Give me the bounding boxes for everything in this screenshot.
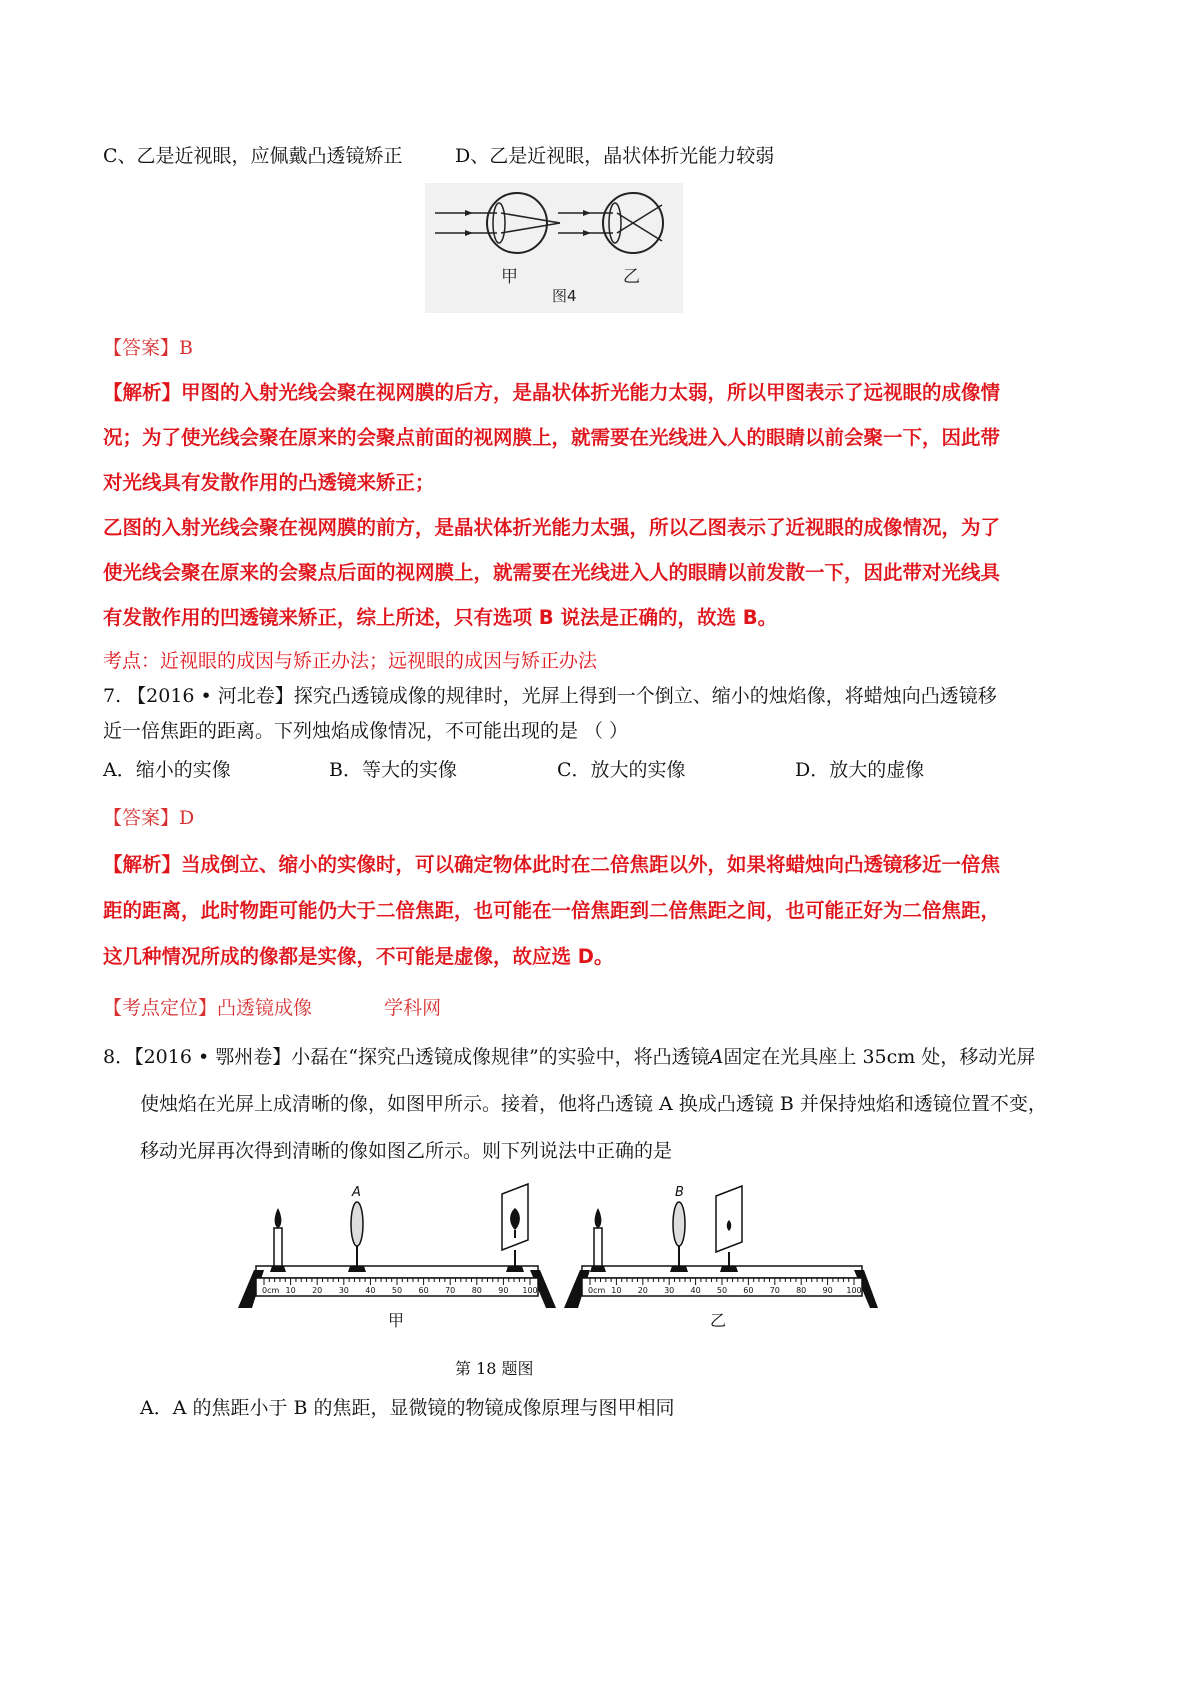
q6-analysis-bracket: 【解析】 xyxy=(103,381,182,404)
ruler-tick-label: 40 xyxy=(690,1286,701,1295)
eye-label-yi: 乙 xyxy=(623,267,640,287)
q7-analysis-line-3: 这几种情况所成的像都是实像，不可能是虚像，故应选 D。 xyxy=(103,945,614,968)
eye-label-jia: 甲 xyxy=(501,267,518,287)
bench-label-b: B xyxy=(675,1185,684,1200)
ruler-tick-label: 80 xyxy=(796,1286,807,1295)
q8-stem-line-3: 移动光屏再次得到清晰的像如图乙所示。则下列说法中正确的是 xyxy=(140,1140,673,1162)
q7-kaodian-text: 凸透镜成像 xyxy=(217,997,313,1019)
q7-analysis-bracket: 【解析】 xyxy=(103,853,182,876)
q6-answer xyxy=(103,335,193,361)
optical-bench-figure xyxy=(238,1180,878,1340)
q6-analysis-line-2: 况；为了使光线会聚在原来的会聚点前面的视网膜上，就需要在光线进入人的眼睛以前会聚一下，因此带 xyxy=(103,426,1001,449)
ruler-tick-label: 70 xyxy=(769,1286,780,1295)
q7-analysis-line-2: 距的距离，此时物距可能仍大于二倍焦距，也可能在一倍焦距到二倍焦距之间，也可能正好为二倍焦距， xyxy=(103,899,1001,922)
xuekewang-mark: 学科网 xyxy=(384,997,442,1019)
q7-answer-value: D xyxy=(179,807,195,829)
q7-option-a: A．缩小的实像 xyxy=(103,759,231,781)
q7-answer-bracket: 【答案】 xyxy=(103,807,180,829)
q6-kaodian: 考点：近视眼的成因与矫正办法；远视眼的成因与矫正办法 xyxy=(103,650,598,672)
ruler-tick-label: 60 xyxy=(743,1286,754,1295)
ruler-tick-label: 90 xyxy=(822,1286,833,1295)
q6-analysis-line-5: 使光线会聚在原来的会聚点后面的视网膜上，就需要在光线进入人的眼睛以前发散一下，因此带对光线具 xyxy=(103,561,1001,584)
q7-stem-line-1: 7. 【2016 • 河北卷】探究凸透镜成像的规律时，光屏上得到一个倒立、缩小的烛焰像，将蜡烛向凸透镜移 xyxy=(103,685,997,707)
eye-figure-caption: 图4 xyxy=(552,287,577,305)
ruler-tick-label: 10 xyxy=(285,1286,296,1295)
q6-analysis-line-3: 对光线具有发散作用的凸透镜来矫正； xyxy=(103,471,435,494)
eye-figure xyxy=(425,183,683,313)
ruler-tick-label: 40 xyxy=(365,1286,376,1295)
eye-diagram xyxy=(425,183,683,313)
q6-analysis-line-6: 有发散作用的凹透镜来矫正，综上所述，只有选项 B 说法是正确的，故选 B。 xyxy=(103,606,778,629)
ruler-tick-label: 60 xyxy=(418,1286,429,1295)
q8-figure-caption: 第 18 题图 xyxy=(455,1359,534,1378)
q7-option-c: C．放大的实像 xyxy=(557,759,686,781)
ruler-tick-label: 50 xyxy=(391,1286,403,1295)
ruler-tick-label: 90 xyxy=(498,1286,509,1295)
bench-label-jia: 甲 xyxy=(388,1311,405,1330)
ruler-tick-label: 10 xyxy=(611,1286,622,1295)
ruler-tick-label: 30 xyxy=(664,1286,675,1295)
bench-label-a: A xyxy=(352,1185,361,1200)
bench-label-yi: 乙 xyxy=(710,1311,727,1330)
ruler-tick-label: 20 xyxy=(312,1286,323,1295)
ruler-tick-label: 80 xyxy=(471,1286,482,1295)
q8-option-a: A．A 的焦距小于 B 的焦距，显微镜的物镜成像原理与图甲相同 xyxy=(140,1397,675,1419)
option-c: C、乙是近视眼，应佩戴凸透镜矫正 xyxy=(103,145,403,167)
q7-kaodian-bracket: 【考点定位】 xyxy=(103,997,218,1019)
q6-answer-bracket: 【答案】 xyxy=(103,337,180,359)
q8-stem-line-1: 8．【2016 • 鄂州卷】小磊在“探究凸透镜成像规律”的实验中，将凸透镜A固定在光具座上 35cm 处，移动光屏 xyxy=(103,1046,1036,1068)
lens-a-label: A xyxy=(709,1046,724,1068)
ruler-unit-label: 0cm xyxy=(262,1286,280,1295)
ruler-tick-label: 100 xyxy=(846,1286,862,1295)
q6-answer-value: B xyxy=(179,337,193,359)
option-d: D、乙是近视眼，晶状体折光能力较弱 xyxy=(455,145,775,167)
q6-analysis-line-1: 【解析】甲图的入射光线会聚在视网膜的后方，是晶状体折光能力太弱，所以甲图表示了远视眼的成像情 xyxy=(103,381,1001,404)
ruler-tick-label: 50 xyxy=(716,1286,728,1295)
ruler-tick-label: 30 xyxy=(338,1286,349,1295)
optical-bench-diagram xyxy=(238,1180,878,1340)
q7-option-d: D．放大的虚像 xyxy=(795,759,925,781)
q7-answer xyxy=(103,805,194,831)
ruler-tick-label: 70 xyxy=(445,1286,456,1295)
ruler-unit-label: 0cm xyxy=(588,1286,606,1295)
q7-kaodian xyxy=(103,995,441,1021)
ruler-tick-label: 20 xyxy=(637,1286,648,1295)
q7-analysis-line-1: 【解析】当成倒立、缩小的实像时，可以确定物体此时在二倍焦距以外，如果将蜡烛向凸透镜移近一倍焦 xyxy=(103,853,1001,876)
q7-stem-line-2: 近一倍焦距的距离。下列烛焰成像情况，不可能出现的是 （ ） xyxy=(103,720,629,742)
q6-analysis-line-4: 乙图的入射光线会聚在视网膜的前方，是晶状体折光能力太强，所以乙图表示了近视眼的成像情况，为了 xyxy=(103,516,1001,539)
q8-stem-line-2: 使烛焰在光屏上成清晰的像，如图甲所示。接着，他将凸透镜 A 换成凸透镜 B 并保持烛焰和透镜位置不变， xyxy=(140,1093,1047,1115)
q7-option-b: B．等大的实像 xyxy=(329,759,457,781)
ruler-tick-label: 100 xyxy=(522,1286,538,1295)
